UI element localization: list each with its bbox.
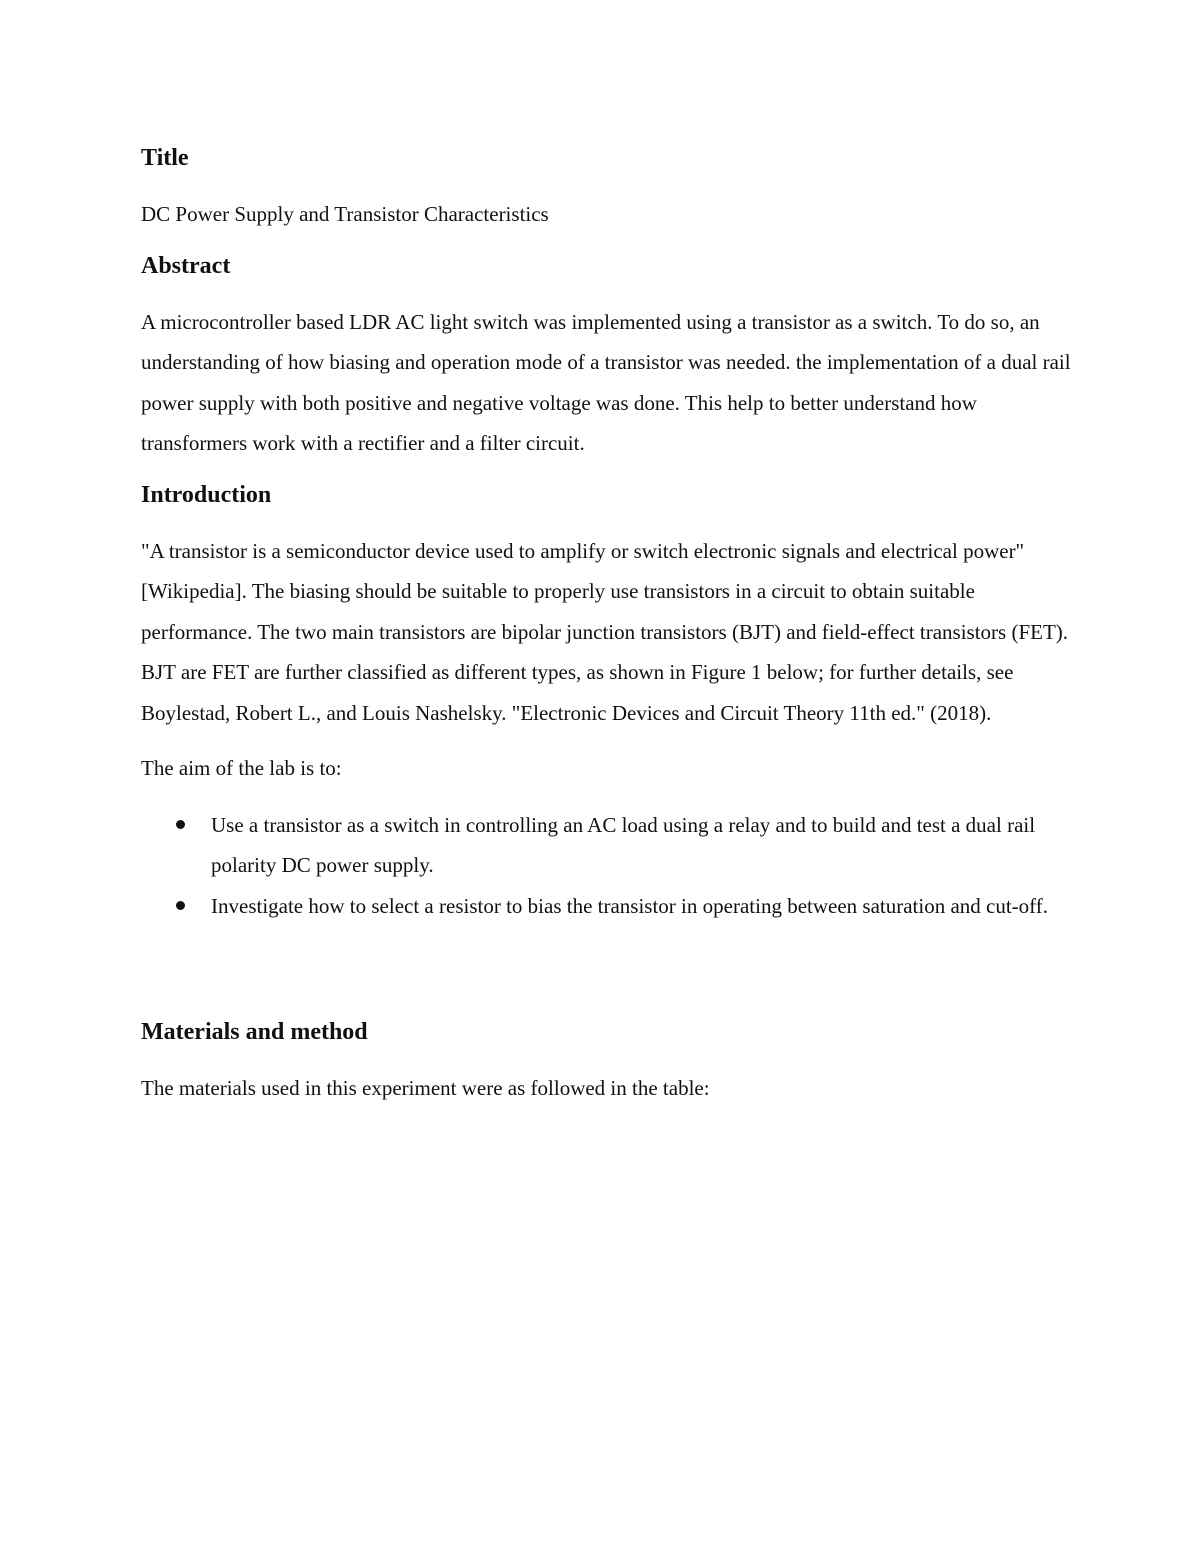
bullet-icon <box>176 901 185 910</box>
list-item <box>141 805 1071 886</box>
abstract-heading: Abstract <box>141 252 231 279</box>
title-text: DC Power Supply and Transistor Characteristics <box>141 202 549 226</box>
materials-heading: Materials and method <box>141 1019 368 1045</box>
introduction-heading: Introduction <box>141 481 272 508</box>
materials-text: The materials used in this experiment were as followed in the table: <box>141 1076 710 1100</box>
title-heading: Title <box>141 145 189 171</box>
abstract-text: A microcontroller based LDR AC light switch was implemented using a transistor as a switch. To do so, an understanding of how biasing and operation mode of a transistor was needed. the implementation of a dual rail power supply with both positive and negative voltage was done. This help to better understand how transformers work with a rectifier and a filter circuit. <box>141 309 1071 455</box>
aim-intro-text: The aim of the lab is to: <box>141 756 342 780</box>
bullet-icon <box>176 820 185 829</box>
document-page <box>141 140 1071 1109</box>
aims-list <box>141 805 1071 927</box>
introduction-text: "A transistor is a semiconductor device used to amplify or switch electronic signals and electrical power" [Wikipedia]. The biasing should be suitable to properly use transistors in a circuit to obtain suitable performance. The two main transistors are bipolar junction transistors (BJT) and field-effect transistors (FET). BJT are FET are further classified as different types, as shown in Figure 1 below; for further details, see Boylestad, Robert L., and Louis Nashelsky. "Electronic Devices and Circuit Theory 11th ed." (2018). <box>141 538 1069 725</box>
aim-text: Investigate how to select a resistor to bias the transistor in operating between saturation and cut-off. <box>211 893 1049 918</box>
list-item <box>141 886 1071 927</box>
aim-text: Use a transistor as a switch in controlling an AC load using a relay and to build and test a dual rail polarity DC power supply. <box>211 812 1036 877</box>
